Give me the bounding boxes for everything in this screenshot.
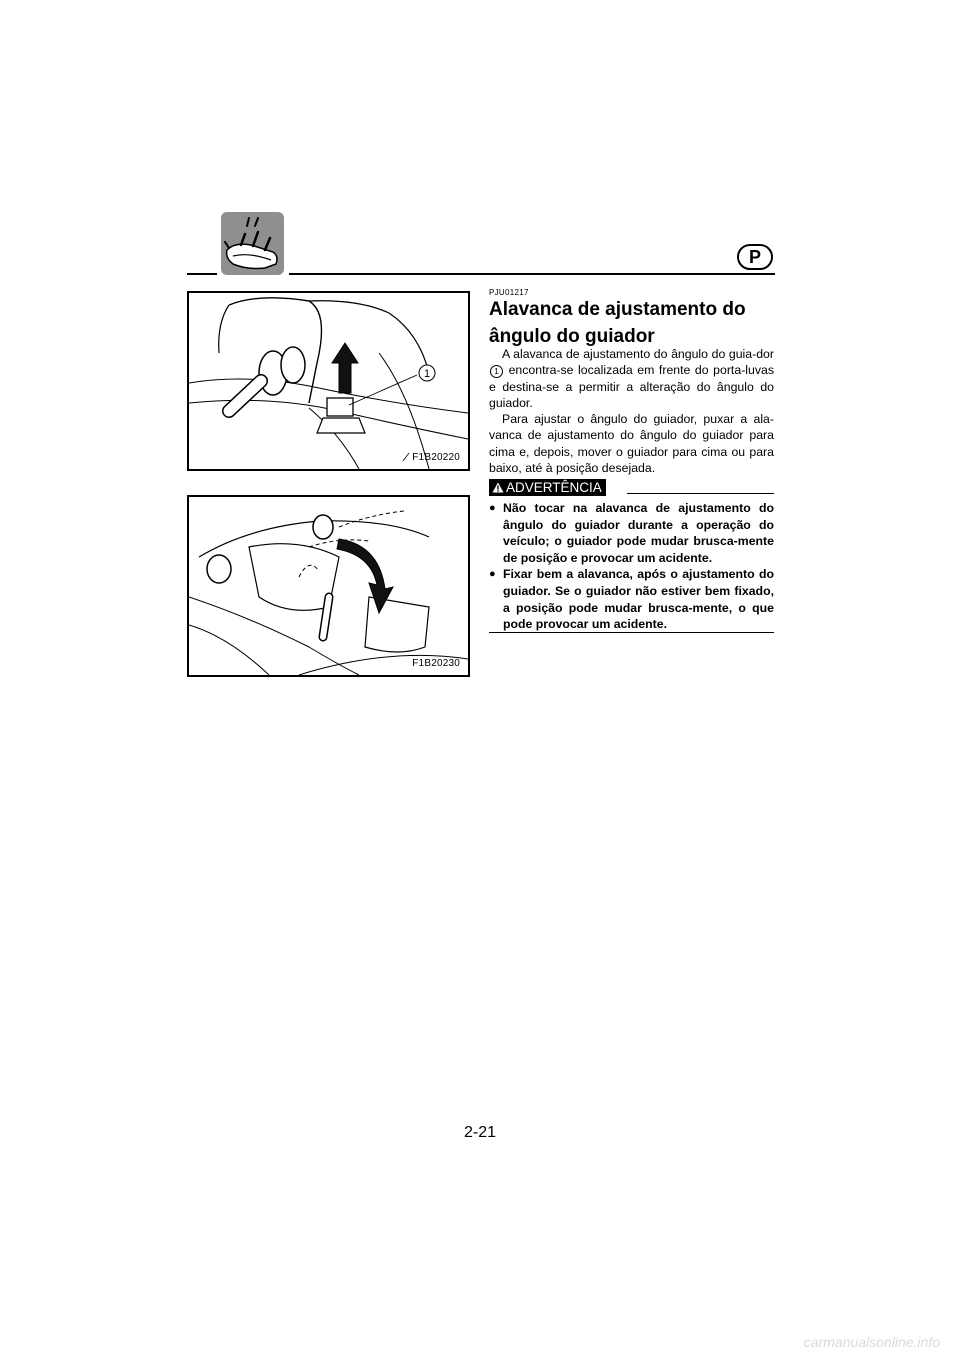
handlebar-lever-illustration	[189, 293, 468, 469]
callout-number: 1	[423, 368, 431, 380]
watermark: carmanualsonline.info	[803, 1334, 940, 1350]
body-paragraph	[489, 346, 774, 411]
warning-rule	[627, 493, 774, 494]
reference-number: 1	[490, 365, 503, 378]
warning-item	[489, 566, 774, 632]
handlebar-adjust-illustration	[189, 497, 468, 675]
warning-item	[489, 500, 774, 566]
section-code: PJU01217	[489, 288, 529, 297]
handlebar-lever-figure	[187, 291, 470, 471]
warning-label-text: ADVERTÊNCIA	[506, 480, 602, 495]
body-paragraph: Para ajustar o ângulo do guiador, puxar a ala-vanca de ajustamento do ângulo do guiador para cima e, depois, mover o guiador para cima ou para baixo, até à posição desejada.	[489, 412, 774, 475]
warning-item-text: Não tocar na alavanca de ajustamento do ângulo do guiador durante a operação do veículo; o guiador pode mudar brusca-mente de posição e provocar um acidente.	[503, 501, 774, 565]
warning-label	[489, 479, 606, 496]
warning-end-rule	[489, 632, 774, 633]
watercraft-handlebar-icon	[221, 212, 284, 275]
header-rule	[187, 273, 217, 275]
handlebar-adjust-figure	[187, 495, 470, 677]
paragraph-text: A alavanca de ajustamento do ângulo do guia-dor	[502, 347, 774, 361]
warning-triangle-icon	[492, 482, 504, 493]
warning-item-text: Fixar bem a alavanca, após o ajustamento do guiador. Se o guiador não estiver bem fixado, a posição pode mudar brusca-mente, o que pode provocar um acidente.	[503, 567, 774, 632]
header-rule	[289, 273, 775, 275]
warning-list	[489, 500, 774, 633]
figure-code: F1B20220	[412, 452, 460, 463]
bullet-icon: ●	[489, 568, 496, 581]
language-badge: P	[737, 244, 773, 270]
bullet-icon: ●	[489, 502, 496, 514]
page-number: 2-21	[463, 1124, 497, 1141]
paragraph-text: encontra-se localizada em frente do porta-luvas e destina-se a permitir a alteração do ângulo do guiador.	[489, 363, 774, 410]
section-title: Alavanca de ajustamento do ângulo do guiador	[489, 299, 746, 347]
figure-code: F1B20230	[412, 658, 460, 669]
